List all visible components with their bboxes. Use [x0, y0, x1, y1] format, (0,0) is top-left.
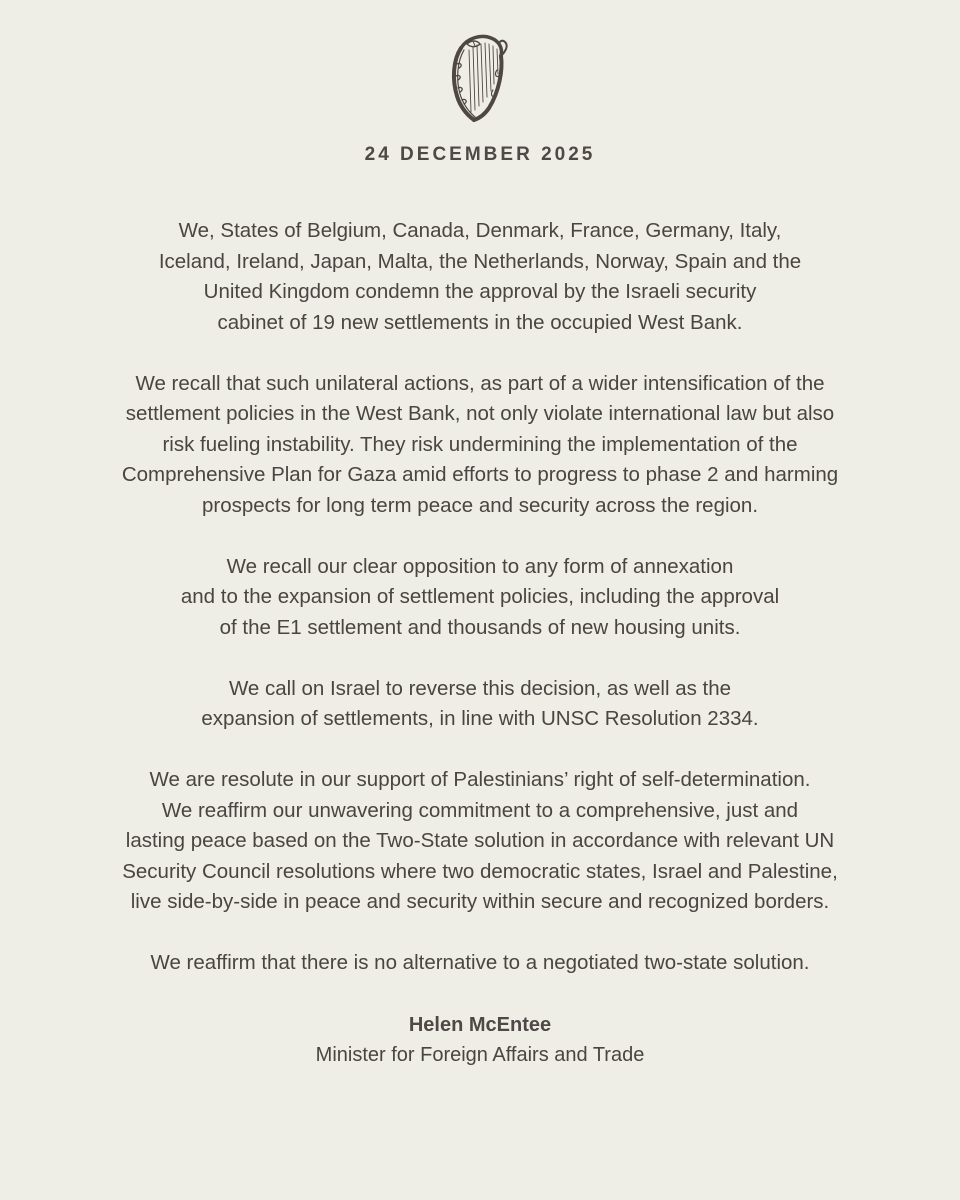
statement-paragraph — [60, 369, 900, 522]
harp-icon — [447, 30, 513, 126]
signatory-title: Minister for Foreign Affairs and Trade — [315, 1044, 645, 1066]
paragraph-line: and to the expansion of settlement policies, including the approval — [180, 585, 780, 608]
paragraph-line: lasting peace based on the Two-State solution in accordance with relevant UN — [125, 829, 835, 852]
paragraph-line: We recall that such unilateral actions, as part of a wider intensification of the — [135, 371, 825, 395]
paragraph-line: settlement policies in the West Bank, not only violate international law but also — [125, 402, 835, 425]
paragraph-line: prospects for long term peace and security across the region. — [201, 493, 759, 517]
statement-body — [60, 216, 900, 1009]
paragraph-line: We recall our clear opposition to any form of annexation — [226, 554, 734, 578]
paragraph-line: We reaffirm our unwavering commitment to a comprehensive, just and — [161, 798, 799, 822]
paragraph-line: of the E1 settlement and thousands of new housing units. — [219, 615, 741, 639]
statement-date: 24 DECEMBER 2025 — [364, 144, 596, 165]
paragraph-line: risk fueling instability. They risk undermining the implementation of the — [162, 432, 798, 456]
signature-block — [0, 1010, 960, 1070]
paragraph-line: cabinet of 19 new settlements in the occupied West Bank. — [217, 310, 743, 334]
paragraph-line: We reaffirm that there is no alternative to a negotiated two-state solution. — [150, 951, 810, 974]
paragraph-line: We, States of Belgium, Canada, Denmark, France, Germany, Italy, — [178, 219, 782, 242]
statement-paragraph — [60, 765, 900, 918]
statement-paragraph — [60, 674, 900, 735]
paragraph-line: We call on Israel to reverse this decision, as well as the — [228, 676, 732, 700]
paragraph-line: Comprehensive Plan for Gaza amid efforts to progress to phase 2 and harming — [121, 463, 839, 486]
paragraph-line: United Kingdom condemn the approval by the Israeli security — [203, 280, 757, 303]
paragraph-line: We are resolute in our support of Palestinians’ right of self-determination. — [149, 768, 811, 791]
paragraph-line: Security Council resolutions where two democratic states, Israel and Palestine, — [122, 859, 838, 883]
paragraph-line: live side-by-side in peace and security within secure and recognized borders. — [130, 890, 830, 913]
statement-paragraph — [60, 552, 900, 644]
statement-paragraph — [60, 216, 900, 338]
paragraph-line: expansion of settlements, in line with UNSC Resolution 2334. — [201, 707, 759, 730]
signatory-name: Helen McEntee — [408, 1014, 552, 1036]
paragraph-line: Iceland, Ireland, Japan, Malta, the Netherlands, Norway, Spain and the — [158, 249, 802, 273]
statement-paragraph — [60, 948, 900, 979]
